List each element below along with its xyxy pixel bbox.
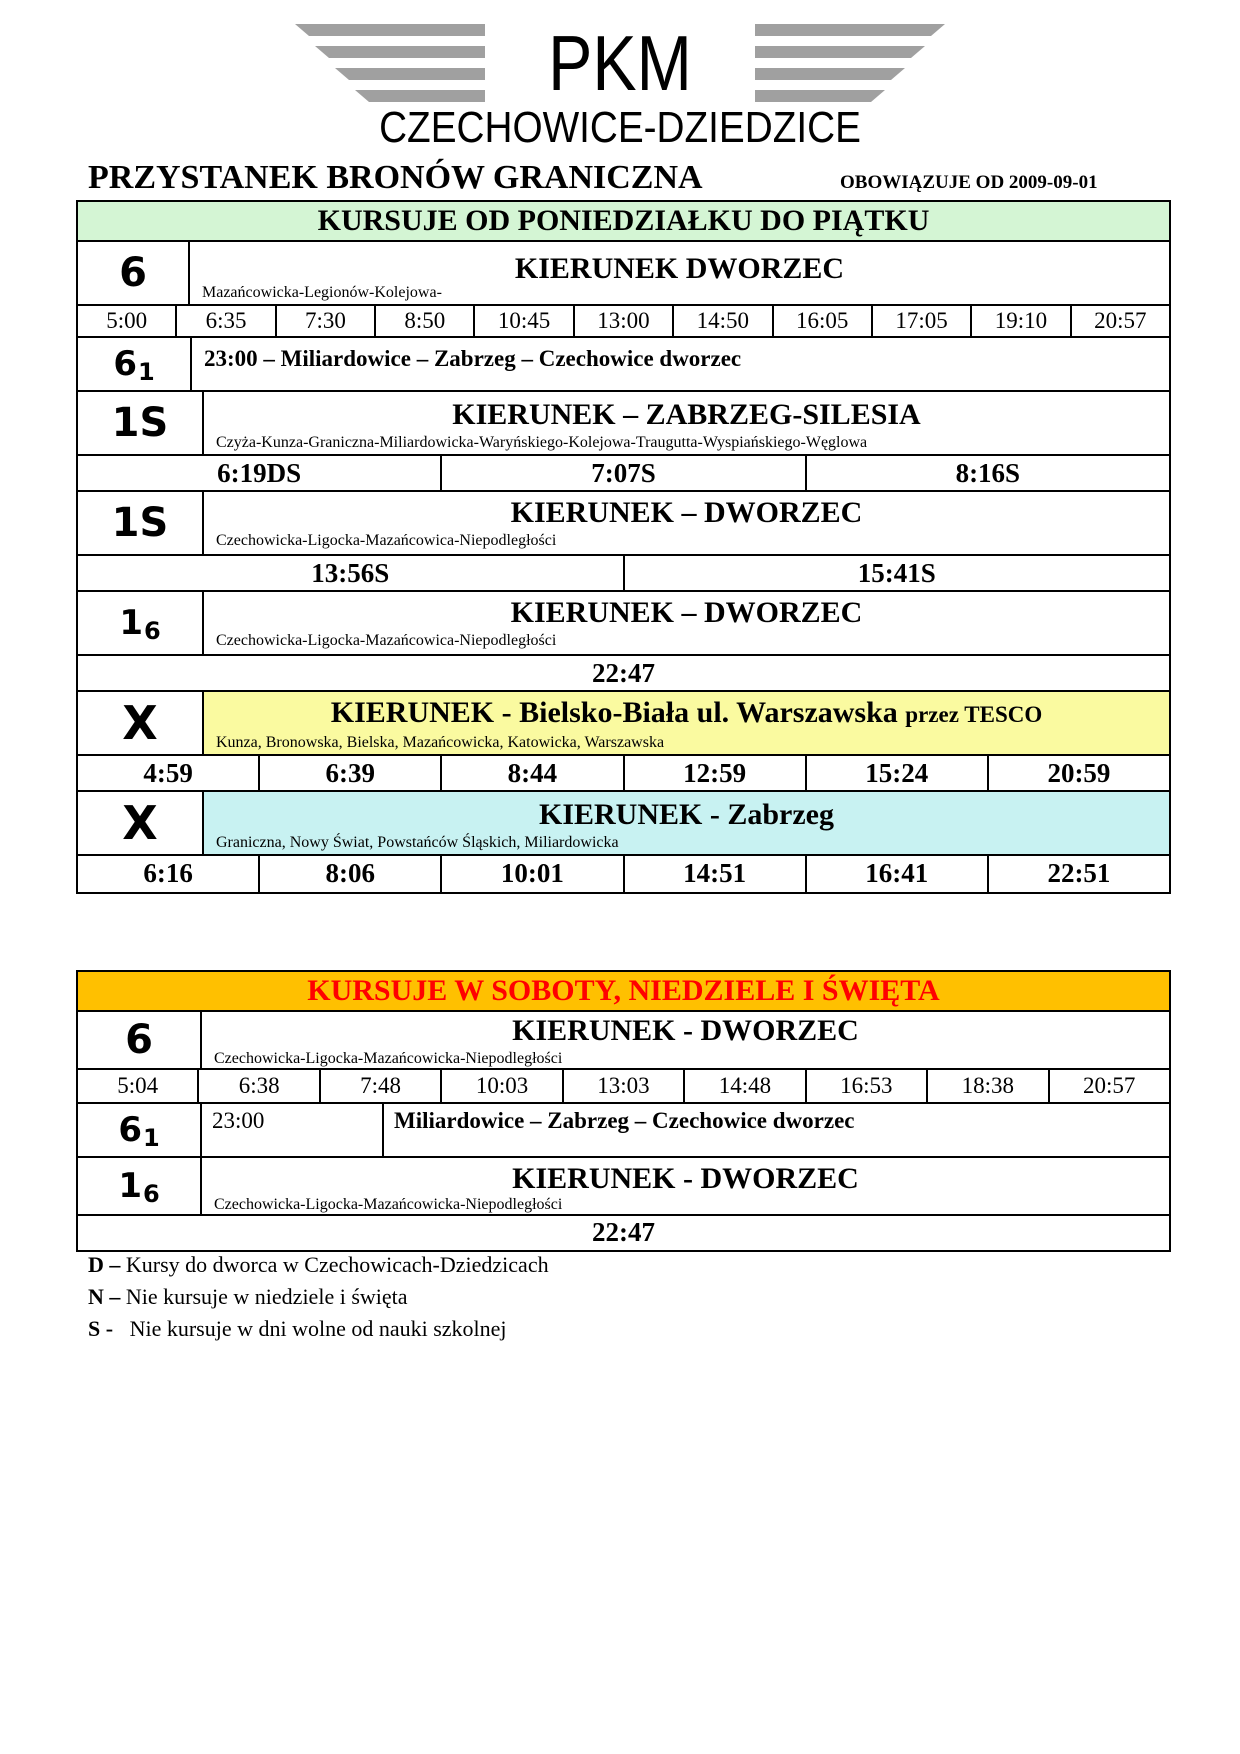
times-row xyxy=(78,656,1169,692)
departure-time: 17:05 xyxy=(873,306,972,336)
weekend-timetable xyxy=(76,970,1171,1252)
line-6-header xyxy=(78,1012,1169,1070)
departure-time: 7:48 xyxy=(321,1070,442,1102)
departure-time: 7:07S xyxy=(442,456,806,490)
departure-time: 6:19DS xyxy=(78,456,442,490)
direction xyxy=(204,592,1169,654)
line-number xyxy=(78,592,204,654)
departure-time: 22:51 xyxy=(1047,858,1111,888)
route-stops: Czechowicka-Ligocka-Mazańcowicka-Niepodległości xyxy=(214,1050,563,1067)
departure-time: 20:59 xyxy=(1047,758,1111,788)
logo-brand: PKM xyxy=(548,19,692,107)
departure-time: 8:16S xyxy=(955,458,1021,488)
line-number-sub: 1 xyxy=(142,1124,160,1152)
line-x-header xyxy=(78,792,1169,856)
direction-title-main: KIERUNEK - Bielsko-Biała ul. Warszawska xyxy=(330,696,898,729)
departure-time: 8:06 xyxy=(260,856,442,892)
departure-time: 13:00 xyxy=(575,306,674,336)
route-stops: Czechowicka-Ligocka-Mazańcowica-Niepodległości xyxy=(216,532,557,549)
logo-city: CZECHOWICE-DZIEDZICE xyxy=(379,103,861,152)
departure-time: 14:50 xyxy=(674,306,773,336)
line-number xyxy=(78,1158,202,1214)
legend-text: Nie kursuje w niedziele i święta xyxy=(120,1284,408,1309)
departure-time: 4:59 xyxy=(78,756,260,790)
direction-title: KIERUNEK – DWORZEC xyxy=(510,596,863,629)
route-stops: Czechowicka-Ligocka-Mazańcowicka-Niepodległości xyxy=(214,1196,563,1213)
course-info: Miliardowice – Zabrzeg – Czechowice dworzec xyxy=(394,1108,855,1133)
direction xyxy=(384,1104,1169,1156)
route-stops: Graniczna, Nowy Świat, Powstańców Śląskich, Miliardowicka xyxy=(216,834,619,851)
departure-time: 22:47 xyxy=(592,1217,655,1247)
departure-time: 10:01 xyxy=(442,856,624,892)
legend-note xyxy=(88,1284,408,1310)
departure-time: 5:04 xyxy=(78,1070,199,1102)
line-x-header xyxy=(78,692,1169,756)
times-row xyxy=(78,556,1169,592)
times-row xyxy=(78,306,1169,338)
route-stops: Czechowicka-Ligocka-Mazańcowica-Niepodległości xyxy=(216,632,557,649)
direction xyxy=(190,242,1169,304)
direction-title: KIERUNEK – DWORZEC xyxy=(510,496,863,529)
course-info: 23:00 – Miliardowice – Zabrzeg – Czechowice dworzec xyxy=(204,346,742,371)
legend-note xyxy=(88,1252,549,1278)
weekend-band: KURSUJE W SOBOTY, NIEDZIELE I ŚWIĘTA xyxy=(78,972,1169,1012)
course-time: 23:00 xyxy=(212,1108,265,1133)
line-number-main: 1 xyxy=(118,1166,142,1206)
line-number: 6 xyxy=(78,242,190,304)
departure-time: 16:41 xyxy=(807,856,989,892)
times-row xyxy=(78,756,1169,792)
departure-time: 7:30 xyxy=(277,306,376,336)
weekday-band: KURSUJE OD PONIEDZIAŁKU DO PIĄTKU xyxy=(78,202,1169,242)
line-number-sub: 6 xyxy=(142,1180,160,1208)
line-number xyxy=(78,338,192,390)
departure-time: 10:45 xyxy=(475,306,574,336)
direction-title: KIERUNEK - Zabrzeg xyxy=(539,798,834,831)
direction-title: KIERUNEK - DWORZEC xyxy=(512,1014,859,1047)
times-row xyxy=(78,1216,1169,1250)
departure-time: 22:47 xyxy=(592,658,655,688)
legend-key: D – xyxy=(88,1252,121,1277)
direction xyxy=(204,392,1169,454)
route-stops: Czyża-Kunza-Graniczna-Miliardowicka-Waryńskiego-Kolejowa-Traugutta-Wyspiańskiego-Węglowa xyxy=(216,434,868,451)
departure-time: 19:10 xyxy=(972,306,1071,336)
legend-key: S - xyxy=(88,1316,114,1341)
departure-time: 5:00 xyxy=(78,306,177,336)
departure-time: 14:51 xyxy=(625,856,807,892)
line-number: X xyxy=(78,692,204,754)
departure-time: 8:50 xyxy=(376,306,475,336)
line-number: 1S xyxy=(78,392,204,454)
legend-key: N – xyxy=(88,1284,121,1309)
course-time-cell xyxy=(202,1104,384,1156)
direction-title-extra: przez TESCO xyxy=(905,702,1043,727)
departure-time: 15:41S xyxy=(857,558,936,588)
line-1s-header xyxy=(78,492,1169,556)
departure-time: 12:59 xyxy=(625,756,807,790)
legend-text: Nie kursuje w dni wolne od nauki szkolnej xyxy=(113,1316,507,1341)
direction xyxy=(204,792,1169,854)
line-16-header xyxy=(78,592,1169,656)
legend-note xyxy=(88,1316,507,1342)
direction-title: KIERUNEK - DWORZEC xyxy=(512,1162,859,1195)
line-number: 6 xyxy=(78,1012,202,1068)
line-61-header xyxy=(78,338,1169,392)
departure-time: 6:35 xyxy=(177,306,276,336)
departure-time: 13:03 xyxy=(564,1070,685,1102)
legend-text: Kursy do dworca w Czechowicach-Dziedzicach xyxy=(120,1252,549,1277)
line-number: 1S xyxy=(78,492,204,554)
valid-from: OBOWIĄZUJE OD 2009-09-01 xyxy=(840,172,1098,193)
line-number-sub: 6 xyxy=(143,617,161,645)
route-stops: Kunza, Bronowska, Bielska, Mazańcowicka, Katowicka, Warszawska xyxy=(216,734,665,751)
line-1s-header xyxy=(78,392,1169,456)
departure-time: 6:16 xyxy=(78,856,260,892)
line-number xyxy=(78,1104,202,1156)
direction xyxy=(192,338,1169,390)
departure-time: 16:53 xyxy=(807,1070,928,1102)
departure-time: 20:57 xyxy=(1094,308,1147,333)
departure-time: 6:39 xyxy=(260,756,442,790)
weekday-timetable xyxy=(76,200,1171,894)
direction-title: KIERUNEK – ZABRZEG-SILESIA xyxy=(452,398,921,431)
departure-time: 10:03 xyxy=(442,1070,563,1102)
departure-time: 8:44 xyxy=(442,756,624,790)
departure-time: 20:57 xyxy=(1083,1073,1136,1098)
line-number-sub: 1 xyxy=(137,358,155,386)
route-stops: Mazańcowicka-Legionów-Kolejowa- xyxy=(202,284,442,301)
departure-time: 14:48 xyxy=(685,1070,806,1102)
departure-time: 16:05 xyxy=(774,306,873,336)
times-row xyxy=(78,456,1169,492)
page-title: PRZYSTANEK BRONÓW GRANICZNA xyxy=(88,159,703,196)
times-row xyxy=(78,856,1169,892)
departure-time: 15:24 xyxy=(807,756,989,790)
line-number: X xyxy=(78,792,204,854)
direction xyxy=(204,492,1169,554)
direction xyxy=(202,1012,1169,1068)
times-row xyxy=(78,1070,1169,1104)
direction-title: KIERUNEK DWORZEC xyxy=(514,252,845,285)
line-6-header xyxy=(78,242,1169,306)
departure-time: 6:38 xyxy=(199,1070,320,1102)
direction-title xyxy=(204,696,1169,730)
line-number-main: 6 xyxy=(118,1110,142,1150)
direction xyxy=(204,692,1169,754)
departure-time: 18:38 xyxy=(928,1070,1049,1102)
direction xyxy=(202,1158,1169,1214)
line-61-header xyxy=(78,1104,1169,1158)
departure-time: 13:56S xyxy=(78,556,625,590)
line-16-header xyxy=(78,1158,1169,1216)
line-number-main: 1 xyxy=(119,603,143,643)
pkm-logo xyxy=(295,18,945,152)
line-number-main: 6 xyxy=(113,344,137,384)
